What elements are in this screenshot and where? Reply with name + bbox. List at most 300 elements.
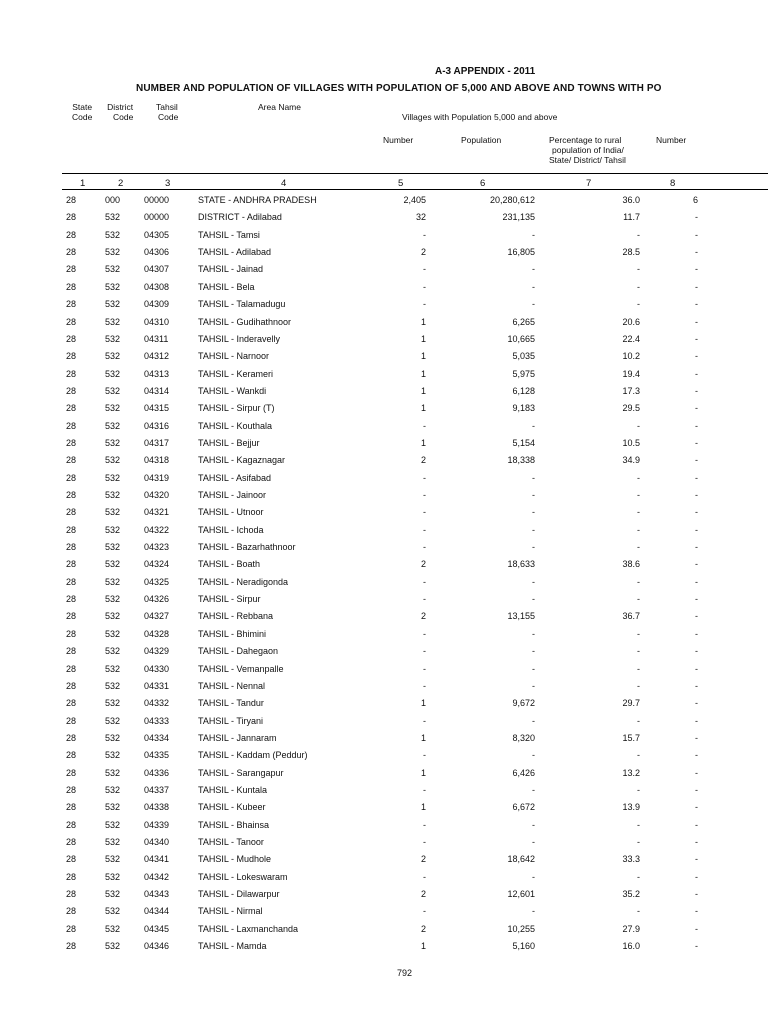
cell-tahsil-code: 04316 [144,420,170,431]
cell-village-population: - [532,507,535,518]
cell-rural-percentage: - [637,784,640,795]
cell-village-population: - [532,837,535,847]
cell-area-name: TAHSIL - Tiryani [198,715,264,726]
cell-rural-percentage: - [637,264,640,275]
cell-state-code: 28 [66,594,77,604]
cell-state-code: 28 [66,646,77,657]
cell-tahsil-code: 04314 [144,385,170,396]
cell-village-number: 32 [415,212,426,223]
cell-rural-percentage: 20.6 [622,316,640,327]
cell-rural-percentage: 35.2 [622,889,640,899]
cell-town-number: - [695,784,698,795]
cell-rural-percentage: - [637,663,640,674]
cell-tahsil-code: 04324 [144,559,170,570]
cell-village-number: 1 [420,437,426,448]
cell-area-name: TAHSIL - Ichoda [198,524,264,535]
cell-state-code: 28 [66,212,77,223]
cell-village-number: - [423,420,426,431]
cell-village-number: - [423,715,426,726]
cell-tahsil-code: 04317 [144,437,170,448]
cell-state-code: 28 [66,351,77,362]
cell-village-number: - [423,628,426,639]
cell-rural-percentage: 29.7 [622,698,640,709]
cell-state-code: 28 [66,281,77,292]
cell-rural-percentage: 38.6 [622,559,640,570]
cell-tahsil-code: 04333 [144,715,170,726]
cell-tahsil-code: 00000 [144,195,170,205]
cell-district-code: 532 [105,559,121,570]
cell-rural-percentage: 36.0 [622,195,640,205]
cell-town-number: - [695,229,698,240]
cell-state-code: 28 [66,299,77,310]
cell-rural-percentage: 19.4 [622,368,640,379]
header-district-code [107,102,133,122]
cell-town-number: - [695,333,698,344]
cell-village-population: 10,255 [507,923,535,934]
cell-district-code: 532 [105,455,121,466]
cell-area-name: TAHSIL - Sarangapur [198,767,284,778]
cell-state-code: 28 [66,455,77,466]
table-row [0,577,768,594]
cell-area-name: TAHSIL - Lokeswaram [198,871,288,882]
cell-village-number: - [423,784,426,795]
table-row [0,664,768,681]
cell-rural-percentage: 34.9 [622,455,640,466]
cell-village-population: - [532,524,535,535]
cell-tahsil-code: 04337 [144,784,170,795]
cell-village-number: - [423,906,426,917]
table-row [0,334,768,351]
cell-rural-percentage: 10.2 [622,351,640,362]
cell-village-number: - [423,229,426,240]
cell-village-population: 9,183 [512,403,535,414]
cell-state-code: 28 [66,837,77,847]
cell-town-number: - [695,437,698,448]
table-row [0,768,768,785]
cell-town-number: - [695,264,698,275]
cell-village-number: 1 [420,767,426,778]
cell-state-code: 28 [66,542,77,552]
cell-village-number: 1 [420,698,426,709]
cell-tahsil-code: 04336 [144,767,170,778]
cell-town-number: - [695,819,698,830]
cell-town-number: - [695,351,698,362]
cell-district-code: 532 [105,264,121,275]
cell-state-code: 28 [66,784,77,795]
cell-village-population: 13,155 [507,611,535,622]
cell-tahsil-code: 04325 [144,576,170,587]
cell-village-number: - [423,819,426,830]
cell-state-code: 28 [66,385,77,396]
column-number-3: 3 [165,178,171,189]
cell-rural-percentage: 33.3 [622,854,640,865]
cell-state-code: 28 [66,420,77,431]
cell-rural-percentage: - [637,490,640,500]
cell-tahsil-code: 04320 [144,490,170,500]
cell-rural-percentage: 10.5 [622,437,640,448]
cell-tahsil-code: 04344 [144,906,170,917]
cell-area-name: TAHSIL - Dilawarpur [198,889,280,899]
cell-district-code: 532 [105,351,121,362]
cell-district-code: 532 [105,472,121,483]
cell-village-number: - [423,542,426,552]
cell-town-number: - [695,524,698,535]
cell-tahsil-code: 04339 [144,819,170,830]
cell-rural-percentage: - [637,281,640,292]
cell-district-code: 532 [105,663,121,674]
table-row [0,473,768,490]
header-population: Population [461,135,502,145]
cell-area-name: TAHSIL - Nirmal [198,906,263,917]
cell-area-name: TAHSIL - Inderavelly [198,333,281,344]
cell-rural-percentage: - [637,594,640,604]
cell-town-number: - [695,698,698,709]
cell-village-population: - [532,628,535,639]
table-row [0,906,768,923]
cell-state-code: 28 [66,490,77,500]
cell-area-name: DISTRICT - Adilabad [198,212,282,223]
column-number-1: 1 [80,178,86,189]
cell-rural-percentage: 16.0 [622,941,640,952]
cell-state-code: 28 [66,732,77,743]
cell-district-code: 532 [105,854,121,865]
cell-tahsil-code: 04343 [144,889,170,899]
cell-town-number: - [695,715,698,726]
header-rule-bottom [62,189,768,190]
cell-village-number: - [423,837,426,847]
cell-district-code: 532 [105,611,121,622]
cell-village-number: - [423,871,426,882]
cell-area-name: TAHSIL - Kouthala [198,420,273,431]
cell-village-number: 1 [420,316,426,327]
cell-village-number: 2 [420,247,426,258]
cell-village-population: - [532,281,535,292]
cell-district-code: 532 [105,542,121,552]
cell-tahsil-code: 04341 [144,854,170,865]
column-number-4: 4 [281,178,287,189]
cell-rural-percentage: - [637,819,640,830]
cell-district-code: 532 [105,420,121,431]
cell-tahsil-code: 04306 [144,247,170,258]
cell-town-number: - [695,559,698,570]
cell-rural-percentage: - [637,299,640,310]
cell-district-code: 532 [105,941,121,952]
cell-state-code: 28 [66,559,77,570]
cell-district-code: 532 [105,281,121,292]
cell-village-number: 1 [420,333,426,344]
cell-state-code: 28 [66,611,77,622]
cell-state-code: 28 [66,767,77,778]
cell-village-number: 2 [420,854,426,865]
cell-tahsil-code: 04308 [144,281,170,292]
cell-tahsil-code: 04326 [144,594,170,604]
cell-state-code: 28 [66,819,77,830]
table-row [0,264,768,281]
column-number-7: 7 [586,178,592,189]
header-percentage-line1: Percentage to rural [549,135,622,145]
cell-state-code: 28 [66,472,77,483]
cell-village-population: - [532,576,535,587]
cell-tahsil-code: 04319 [144,472,170,483]
cell-area-name: TAHSIL - Sirpur [198,594,261,604]
table-row [0,299,768,316]
cell-village-number: 1 [420,385,426,396]
cell-village-population: 18,642 [507,854,535,865]
header-rule-top [62,173,768,174]
cell-village-number: 2,405 [403,195,426,205]
cell-village-population: 9,672 [512,698,535,709]
table-row [0,611,768,628]
table-row [0,924,768,941]
cell-tahsil-code: 04329 [144,646,170,657]
cell-area-name: TAHSIL - Tandur [198,698,264,709]
cell-village-number: 2 [420,923,426,934]
cell-town-number: - [695,750,698,761]
cell-area-name: TAHSIL - Vemanpalle [198,663,284,674]
cell-town-number: - [695,802,698,813]
cell-area-name: TAHSIL - Talamadugu [198,299,286,310]
cell-area-name: TAHSIL - Utnoor [198,507,264,518]
cell-rural-percentage: - [637,542,640,552]
cell-village-number: 1 [420,941,426,952]
table-row [0,455,768,472]
cell-tahsil-code: 04323 [144,542,170,552]
cell-state-code: 28 [66,264,77,275]
cell-village-population: 6,128 [512,385,535,396]
column-number-6: 6 [480,178,486,189]
cell-area-name: TAHSIL - Jannaram [198,732,277,743]
cell-village-population: - [532,490,535,500]
cell-village-population: - [532,420,535,431]
table-row [0,282,768,299]
cell-state-code: 28 [66,628,77,639]
cell-village-population: 5,035 [512,351,535,362]
cell-area-name: TAHSIL - Kerameri [198,368,274,379]
cell-town-number: - [695,212,698,223]
cell-rural-percentage: - [637,628,640,639]
cell-village-number: - [423,750,426,761]
cell-village-population: 5,154 [512,437,535,448]
cell-area-name: TAHSIL - Kaddam (Peddur) [198,750,308,761]
cell-rural-percentage: - [637,507,640,518]
cell-village-population: - [532,264,535,275]
cell-town-number: - [695,941,698,952]
cell-tahsil-code: 04321 [144,507,170,518]
table-row [0,629,768,646]
table-row [0,820,768,837]
table-row [0,490,768,507]
cell-district-code: 532 [105,247,121,258]
cell-area-name: TAHSIL - Dahegaon [198,646,279,657]
cell-town-number: - [695,507,698,518]
cell-tahsil-code: 04310 [144,316,170,327]
cell-rural-percentage: - [637,906,640,917]
table-row [0,837,768,854]
cell-district-code: 532 [105,333,121,344]
header-number-towns: Number [656,135,687,145]
cell-state-code: 28 [66,247,77,258]
cell-village-population: - [532,594,535,604]
table-row [0,872,768,889]
table-row [0,698,768,715]
cell-rural-percentage: 13.2 [622,767,640,778]
cell-town-number: - [695,646,698,657]
cell-area-name: TAHSIL - Boath [198,559,261,570]
table-row [0,421,768,438]
cell-tahsil-code: 04327 [144,611,170,622]
cell-state-code: 28 [66,507,77,518]
cell-district-code: 000 [105,195,121,205]
cell-town-number: - [695,837,698,847]
cell-tahsil-code: 04334 [144,732,170,743]
cell-village-number: - [423,281,426,292]
column-number-5: 5 [398,178,404,189]
cell-town-number: - [695,490,698,500]
cell-district-code: 532 [105,385,121,396]
cell-area-name: TAHSIL - Bela [198,281,255,292]
cell-area-name: TAHSIL - Asifabad [198,472,272,483]
cell-village-number: - [423,507,426,518]
cell-state-code: 28 [66,663,77,674]
cell-district-code: 532 [105,229,121,240]
cell-town-number: - [695,906,698,917]
cell-rural-percentage: - [637,715,640,726]
cell-rural-percentage: - [637,524,640,535]
cell-area-name: TAHSIL - Laxmanchanda [198,923,299,934]
cell-town-number: - [695,889,698,899]
header-district-code-line2: Code [113,112,134,122]
header-percentage [549,135,626,165]
cell-village-population: 231,135 [502,212,535,223]
cell-district-code: 532 [105,437,121,448]
cell-district-code: 532 [105,316,121,327]
table-row [0,212,768,229]
cell-tahsil-code: 04338 [144,802,170,813]
cell-rural-percentage: - [637,576,640,587]
cell-village-number: - [423,299,426,310]
cell-state-code: 28 [66,871,77,882]
cell-district-code: 532 [105,906,121,917]
table-row [0,507,768,524]
cell-town-number: - [695,455,698,466]
cell-village-population: 12,601 [507,889,535,899]
cell-area-name: TAHSIL - Kagaznagar [198,455,286,466]
cell-village-population: 18,338 [507,455,535,466]
cell-rural-percentage: 28.5 [622,247,640,258]
cell-rural-percentage: - [637,871,640,882]
cell-village-number: 2 [420,611,426,622]
cell-village-population: 6,426 [512,767,535,778]
table-row [0,351,768,368]
cell-tahsil-code: 04345 [144,923,170,934]
table-row [0,889,768,906]
cell-town-number: - [695,368,698,379]
cell-area-name: TAHSIL - Nennal [198,680,266,691]
cell-town-number: - [695,767,698,778]
cell-village-population: 18,633 [507,559,535,570]
table-row [0,542,768,559]
cell-tahsil-code: 04313 [144,368,170,379]
cell-village-population: - [532,750,535,761]
cell-district-code: 532 [105,368,121,379]
cell-district-code: 532 [105,490,121,500]
header-state-code [72,102,92,122]
cell-tahsil-code: 04330 [144,663,170,674]
cell-district-code: 532 [105,871,121,882]
cell-village-number: - [423,594,426,604]
table-row [0,785,768,802]
cell-tahsil-code: 04328 [144,628,170,639]
cell-village-population: - [532,663,535,674]
cell-tahsil-code: 04332 [144,698,170,709]
cell-district-code: 532 [105,507,121,518]
cell-rural-percentage: 27.9 [622,923,640,934]
cell-district-code: 532 [105,819,121,830]
cell-tahsil-code: 04311 [144,333,169,344]
cell-district-code: 532 [105,698,121,709]
cell-rural-percentage: - [637,837,640,847]
cell-state-code: 28 [66,316,77,327]
table-row [0,438,768,455]
cell-rural-percentage: 29.5 [622,403,640,414]
cell-district-code: 532 [105,784,121,795]
table-row [0,195,768,212]
cell-area-name: STATE - ANDHRA PRADESH [198,195,317,205]
cell-town-number: - [695,299,698,310]
cell-district-code: 532 [105,628,121,639]
cell-village-population: - [532,906,535,917]
cell-state-code: 28 [66,524,77,535]
cell-state-code: 28 [66,195,77,205]
cell-village-population: 20,280,612 [489,195,535,205]
cell-area-name: TAHSIL - Bejjur [198,437,260,448]
cell-rural-percentage: - [637,472,640,483]
cell-village-population: 5,975 [512,368,535,379]
cell-town-number: - [695,403,698,414]
header-tahsil-code [156,102,178,122]
cell-state-code: 28 [66,229,77,240]
table-row [0,733,768,750]
header-tahsil-code-line1: Tahsil [156,102,178,112]
cell-village-population: - [532,542,535,552]
cell-tahsil-code: 04315 [144,403,170,414]
cell-town-number: - [695,542,698,552]
header-state-code-line1: State [72,102,93,112]
cell-town-number: - [695,611,698,622]
page-title: A-3 APPENDIX - 2011 [435,66,536,77]
cell-state-code: 28 [66,889,77,899]
cell-state-code: 28 [66,715,77,726]
cell-town-number: - [695,281,698,292]
cell-village-number: 1 [420,802,426,813]
table-row [0,646,768,663]
cell-town-number: - [695,663,698,674]
cell-rural-percentage: 11.7 [623,212,640,223]
cell-village-number: - [423,646,426,657]
cell-area-name: TAHSIL - Mudhole [198,854,272,865]
cell-village-number: 1 [420,732,426,743]
cell-town-number: - [695,420,698,431]
cell-village-number: 1 [420,351,426,362]
cell-town-number: 6 [692,195,698,205]
cell-tahsil-code: 04309 [144,299,170,310]
cell-tahsil-code: 04340 [144,837,170,847]
cell-village-number: - [423,472,426,483]
table-row [0,941,768,958]
cell-district-code: 532 [105,594,121,604]
cell-rural-percentage: - [637,680,640,691]
cell-village-population: 8,320 [512,732,535,743]
